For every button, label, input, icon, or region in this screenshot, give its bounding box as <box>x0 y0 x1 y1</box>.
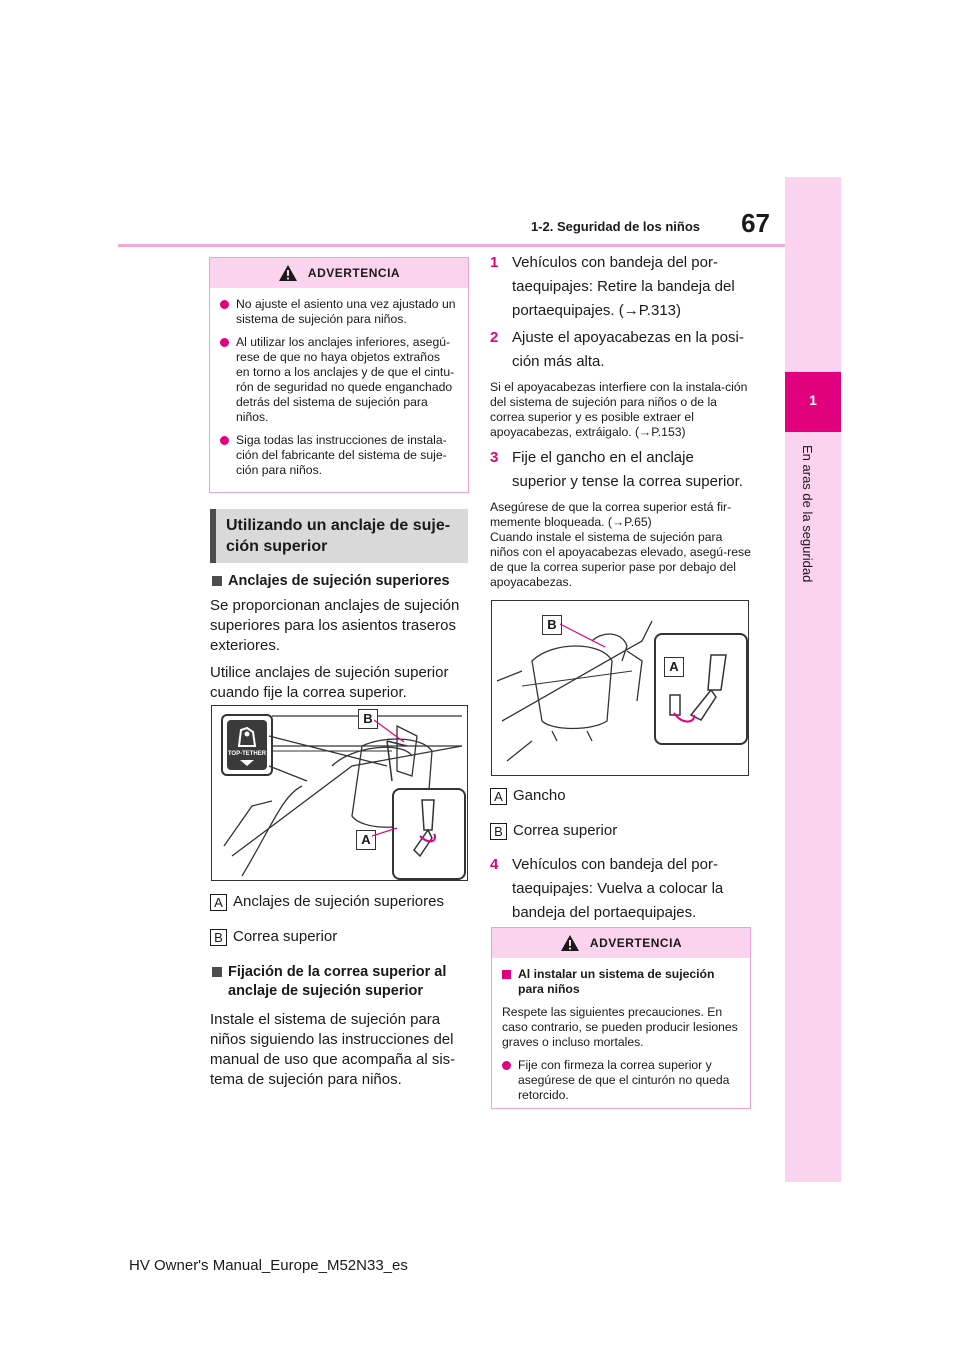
page-number: 67 <box>741 208 770 238</box>
step-4: 4 Vehículos con bandeja del por-taequipajes: Vuelva a colocar la bandeja del portaequipajes. <box>490 856 724 921</box>
section-heading-text: Utilizando un anclaje de suje-ción superior <box>226 517 451 555</box>
warning-item: Al utilizar los anclajes inferiores, asegú-rese de que no haya objetos extraños en torno a los anclajes y de que el cintu-rón de seguridad no quede enganchado detrás del sistema de sujeción para niños. <box>220 335 456 425</box>
warning-subheading: Al instalar un sistema de sujeción para niños <box>502 967 738 997</box>
chapter-label: En aras de la seguridad <box>800 445 815 583</box>
figure-label-a: A <box>356 830 376 850</box>
step-1: 1 Vehículos con bandeja del por-taequipajes: Retire la bandeja del portaequipajes. (→P.313) <box>490 254 735 319</box>
child-seat-icon <box>233 724 261 750</box>
warning-header <box>492 928 750 958</box>
note: Asegúrese de que la correa superior está fir-memente bloqueada. (→P.65) <box>490 500 732 529</box>
warning-icon <box>560 934 580 952</box>
hook-detail-illustration <box>656 635 742 739</box>
section-heading <box>210 509 468 563</box>
note: Si el apoyacabezas interfiere con la instala-ción del sistema de sujeción para niños o de la correa superior y es posible extraer el apoyacabezas, extráigalo. (→P.153) <box>490 380 748 439</box>
warning-header <box>210 258 468 288</box>
zoom-detail <box>392 788 466 880</box>
arrow-down-icon <box>239 759 255 767</box>
legend-letter-a: A <box>210 894 227 911</box>
zoom-detail <box>654 633 748 745</box>
warning-box-bottom <box>491 927 751 1109</box>
chapter-number: 1 <box>809 392 817 408</box>
figure-label-b: B <box>358 709 378 729</box>
paragraph: Utilice anclajes de sujeción superior cuando fije la correa superior. <box>210 664 449 701</box>
top-tether-icon-box <box>221 714 273 776</box>
legend-item-b: B Correa superior <box>210 927 468 947</box>
legend-item-a: A Gancho <box>490 786 752 806</box>
legend-item-a: A Anclajes de sujeción superiores <box>210 892 468 912</box>
legend-letter-a: A <box>490 788 507 805</box>
anchor-detail-illustration <box>394 790 460 874</box>
warning-box-top <box>209 257 469 493</box>
paragraph: Instale el sistema de sujeción para niños siguiendo las instrucciones del manual de uso que acompaña al sis-tema de sujeción para niños. <box>210 1011 456 1088</box>
warning-title: ADVERTENCIA <box>589 936 683 950</box>
warning-title: ADVERTENCIA <box>307 266 401 280</box>
subheading-top-anchors: Anclajes de sujeción superiores <box>210 572 468 591</box>
footer-manual-id: HV Owner's Manual_Europe_M52N33_es <box>129 1257 408 1274</box>
side-strip <box>785 177 841 1182</box>
warning-item: Fije con firmeza la correa superior y asegúrese de que el cinturón no queda retorcido. <box>502 1058 738 1103</box>
legend-letter-b: B <box>210 929 227 946</box>
figure-label-b: B <box>542 615 562 635</box>
header-rule <box>118 244 785 247</box>
figure-hook-and-strap <box>491 600 749 776</box>
warning-item: No ajuste el asiento una vez ajustado un sistema de sujeción para niños. <box>220 297 456 327</box>
subheading-attach: Fijación de la correa superior al anclaje de sujeción superior <box>210 963 468 1001</box>
step-2: 2 Ajuste el apoyacabezas en la posi-ción más alta. <box>490 329 744 370</box>
figure-label-a: A <box>664 657 684 677</box>
section-title: 1-2. Seguridad de los niños <box>530 219 700 234</box>
legend-item-b: B Correa superior <box>490 821 752 841</box>
warning-item: Siga todas las instrucciones de instala-ción del fabricante del sistema de suje-ción para niños. <box>220 433 456 478</box>
note: Cuando instale el sistema de sujeción para niños con el apoyacabezas elevado, asegú-rese de que la correa superior pase por debajo del apoyacabezas. <box>490 530 751 589</box>
legend-letter-b: B <box>490 823 507 840</box>
top-tether-icon-text: TOP-TETHER <box>227 751 267 757</box>
paragraph: Se proporcionan anclajes de sujeción superiores para los asientos traseros exteriores. <box>210 597 460 654</box>
figure-top-tether-anchors <box>211 705 468 881</box>
step-3: 3 Fije el gancho en el anclaje superior y tense la correa superior. <box>490 449 743 490</box>
warning-paragraph: Respete las siguientes precauciones. En caso contrario, se pueden producir lesiones graves o incluso mortales. <box>502 1005 738 1049</box>
warning-icon <box>278 264 298 282</box>
